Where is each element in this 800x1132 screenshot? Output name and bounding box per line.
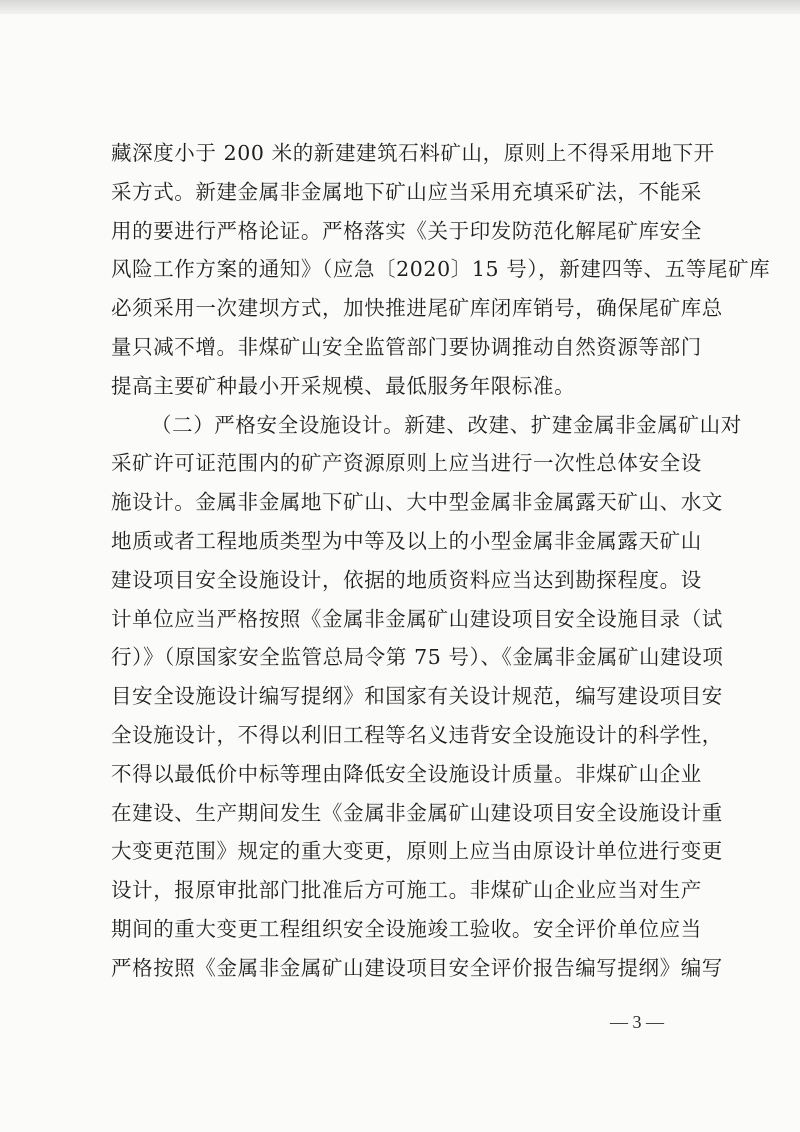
text-line: 量只减不增。非煤矿山安全监管部门要协调推动自然资源等部门 bbox=[111, 334, 702, 359]
paragraph-1 bbox=[111, 134, 771, 406]
text-line: 藏深度小于 200 米的新建建筑石料矿山，原则上不得采用地下开 bbox=[111, 141, 715, 165]
text-line: 采矿许可证范围内的矿产资源原则上应当进行一次性总体安全设 bbox=[111, 451, 702, 476]
text-line: 目安全设施设计编写提纲》和国家有关设计规范，编写建设项目安 bbox=[111, 684, 723, 709]
text-line: 严格按照《金属非金属矿山建设项目安全评价报告编写提纲》编写 bbox=[111, 955, 723, 980]
scan-top-border bbox=[0, 0, 800, 14]
text-line: 行）》（原国家安全监管总局令第 75 号）、《金属非金属矿山建设项 bbox=[111, 645, 724, 670]
text-line: 期间的重大变更工程组织安全设施竣工验收。安全评价单位应当 bbox=[111, 916, 702, 941]
section-heading-line: （二）严格安全设施设计。新建、改建、扩建金属非金属矿山对 bbox=[151, 412, 742, 437]
text-line: 用的要进行严格论证。严格落实《关于印发防范化解尾矿库安全 bbox=[111, 218, 702, 243]
text-line: 建设项目安全设施设计，依据的地质资料应当达到勘探程度。设 bbox=[111, 567, 702, 592]
text-line: 计单位应当严格按照《金属非金属矿山建设项目安全设施目录（试 bbox=[111, 606, 723, 631]
text-line: 必须采用一次建坝方式，加快推进尾矿库闭库销号，确保尾矿库总 bbox=[111, 296, 723, 321]
text-line: 风险工作方案的通知》（应急〔2020〕15 号），新建四等、五等尾矿库 bbox=[111, 257, 771, 282]
text-line: 不得以最低价中标等理由降低安全设施设计质量。非煤矿山企业 bbox=[111, 761, 702, 786]
text-line: 全设施设计，不得以利旧工程等名义违背安全设施设计的科学性， bbox=[111, 722, 723, 747]
document-body bbox=[111, 134, 771, 988]
text-line: 大变更范围》规定的重大变更，原则上应当由原设计单位进行变更 bbox=[111, 839, 723, 864]
text-line: 提高主要矿种最小开采规模、最低服务年限标准。 bbox=[111, 373, 576, 398]
paragraph-2 bbox=[111, 406, 742, 988]
text-line: 在建设、生产期间发生《金属非金属矿山建设项目安全设施设计重 bbox=[111, 800, 723, 825]
text-line: 地质或者工程地质类型为中等及以上的小型金属非金属露天矿山 bbox=[111, 528, 702, 553]
text-line: 施设计。金属非金属地下矿山、大中型金属非金属露天矿山、水文 bbox=[111, 490, 723, 515]
page-number: — 3 — bbox=[610, 1012, 664, 1032]
text-line: 设计，报原审批部门批准后方可施工。非煤矿山企业应当对生产 bbox=[111, 878, 702, 903]
text-line: 采方式。新建金属非金属地下矿山应当采用充填采矿法，不能采 bbox=[111, 179, 702, 204]
